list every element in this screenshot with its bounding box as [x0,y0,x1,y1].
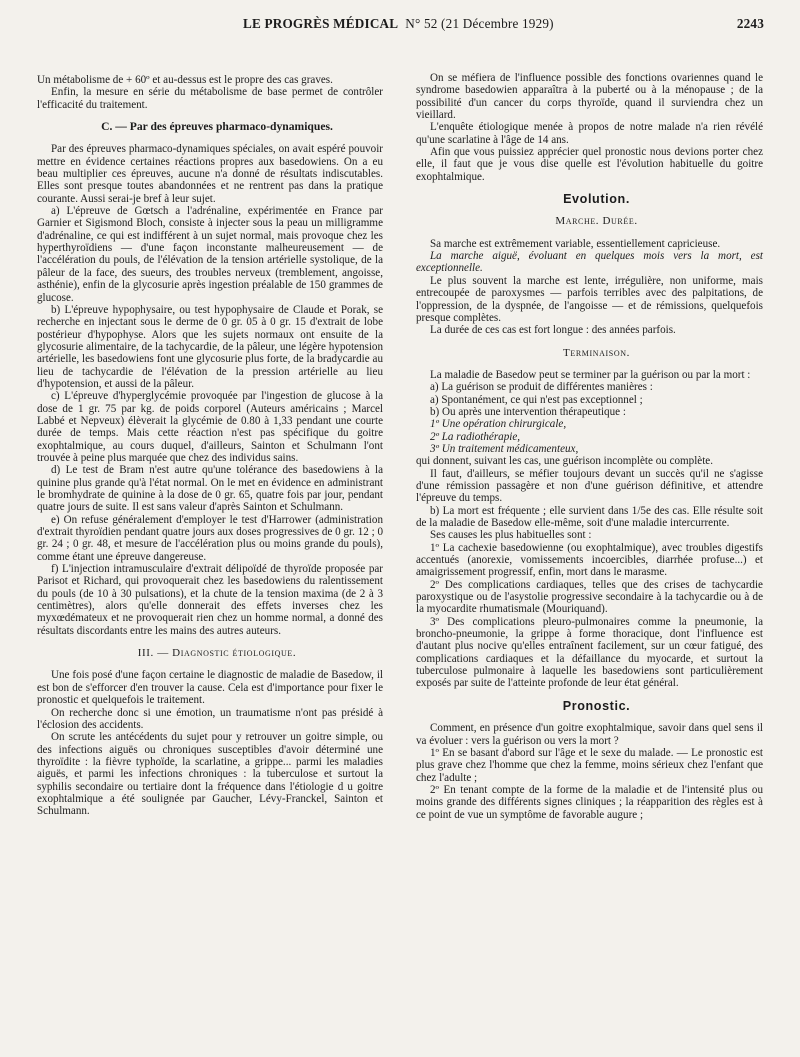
paragraph: Sa marche est extrêmement variable, essentiellement capricieuse. [430,237,721,250]
paragraph: c) L'épreuve d'hyperglycémie provoquée par l'ingestion de glucose à la dose de 1 gr. 75 par kg. de poids corporel (Auteurs américains ; Marcel Labbé et Nepveux) élèverait la glycémie de 0.80 à 1,33 pendant une courte durée de temps. Mais cette réaction n'est pas spécifique du goitre exophtalmique, au cours duquel, d'ailleurs, Sainton et Schulmann l'ont trouvée à peine plus marquée que chez des individus sains. [37,390,383,464]
list-item: b) Ou après une intervention thérapeutique : [430,405,626,418]
list-item: 1º La cachexie basedowienne (ou exophtalmique), avec troubles digestifs accentués (anorexie, vomissements incoercibles, diarrhée profuse...) et amaigrissement progressif, enfin, mort dans le marasme. [416,541,763,579]
paragraph: a) La guérison se produit de différentes manières : [430,381,653,394]
subsection-heading: Terminaison. [563,346,630,359]
paragraph: b) L'épreuve hypophysaire, ou test hypophysaire de Claude et Porak, se recherche en injectant sous le derme de 0 gr. 05 à 0 gr. 15 d'extrait de lobe postérieur d'hypophyse. Alors que les sujets normaux ont ensuite de la glycosurie alimentaire, de la tachycardie, de la pâleur, une légère hypotension artérielle, les basedowiens font une glycosurie plus forte, de la bradycardie au lieu de tachycardie de l'élévation de la pression artérielle au lieu d'hypotension, et aussi de la pâleur. [37,303,383,390]
journal-name: LE PROGRÈS MÉDICAL [243,16,399,31]
subsection-heading: Marche. Durée. [555,215,638,228]
paragraph: qui donnent, suivant les cas, une guérison incomplète ou complète. [416,455,713,468]
paragraph: La maladie de Basedow peut se terminer par la guérison ou par la mort : [430,368,751,381]
paragraph: Comment, en présence d'un goitre exophtalmique, savoir dans quel sens il va évoluer : vers la guérison ou vers la mort ? [416,722,763,747]
paragraph: L'enquête étiologique menée à propos de notre malade n'a rien révélé qu'une scarlatine à l'âge de 14 ans. [416,121,763,146]
list-item: 2º En tenant compte de la forme de la maladie et de l'intensité plus ou moins grande des différents signes cliniques ; la réapparition des règles est à ce point de vue un symptôme de favorable augure ; [416,783,763,821]
page-number: 2243 [736,16,764,31]
paragraph: Ses causes les plus habituelles sont : [430,529,592,542]
header-title [243,16,554,32]
paragraph: On se méfiera de l'influence possible des fonctions ovariennes quand le syndrome basedowien apparaîtra à la puberté ou à la ménopause ; de la possibilité d'un cancer du corps thyroïde, quand il surviendra chez un vieillard. [416,72,763,122]
paragraph: Un métabolisme de + 60º et au-dessus est le propre des cas graves. [37,74,333,86]
paragraph: On recherche donc si une émotion, un traumatisme n'ont pas présidé à l'éclosion des accidents. [37,706,383,731]
issue-info: N° 52 (21 Décembre 1929) [405,16,554,31]
paragraph: La marche aiguë, évoluant en quelques mois vers la mort, est exceptionnelle. [416,250,763,275]
paragraph: Enfin, la mesure en série du métabolisme de base permet de contrôler l'efficacité du traitement. [37,86,383,111]
paragraph: a) L'épreuve de Gœtsch a l'adrénaline, expérimentée en France par Garnier et Sigismond Bloch, consiste à injecter sous la peau un milligramme d'adrénaline, ce qui est indifférent à un sujet normal, mais provoque chez les hyperthyroïdiens — d'une façon inconstante malheureusement — de l'accélération du pouls, de l'élévation de la tension artérielle systolique, de la pâleur de la face, des sueurs, des troubles nerveux (tremblement, angoisse, asthénie), enfin de la glycosurie après ingestion préalable de 150 grammes de glucose. [37,205,383,304]
list-item: 3º Un traitement médicamenteux, [430,442,579,455]
list-item: a) Spontanément, ce qui n'est pas exceptionnel ; [430,393,643,406]
paragraph: e) On refuse généralement d'employer le test d'Harrower (administration d'extrait thyroïdien pendant quatre jours aux doses progressives de 0 gr. 12 ; 0 gr. 24 ; 0 gr. 48, et mesure de l'accélération plus ou moins grande du pouls), comme étant une épreuve dangereuse. [37,513,383,563]
list-item: 1º En se basant d'abord sur l'âge et le sexe du malade. — Le pronostic est plus grave chez l'homme que chez la femme, moins sérieux chez l'enfant que chez l'adulte ; [416,746,763,784]
paragraph: Il faut, d'ailleurs, se méfier toujours devant un succès qu'il ne s'agisse d'une rémission passagère et non d'une guérison définitive, et attendre l'épreuve du temps. [416,467,763,505]
right-column [416,72,763,821]
list-item: 2º La radiothérapie, [430,430,521,443]
section-heading: Evolution. [563,192,630,207]
paragraph: b) La mort est fréquente ; elle survient dans 1/5e des cas. Elle résulte soit de la maladie de Basedow elle-même, soit d'une maladie intercurrente. [416,504,763,529]
paragraph: d) Le test de Bram n'est autre qu'une tolérance des basedowiens à la quinine plus grande qu'à l'état normal. On le met en évidence en administrant le bromhydrate de quinine à la dose de 0 gr. 65, quatre fois par jour, pendant quatre jours de suite. Il est sans valeur d'après Sainton et Schulmann. [37,464,383,514]
paragraph: Une fois posé d'une façon certaine le diagnostic de maladie de Basedow, il est bon de s'efforcer d'en trouver la cause. Cela est d'importance pour fixer le pronostic et quelquefois le traitement. [37,669,383,707]
paragraph: Afin que vous puissiez apprécier quel pronostic nous devions porter chez elle, il faut que je vous dise quelle est l'évolution habituelle du goitre exophtalmique. [416,146,763,183]
paragraph: Le plus souvent la marche est lente, irrégulière, non uniforme, mais entrecoupée de paroxysmes — parfois terribles avec des palpitations, de l'oppression, de la dyspnée, de l'angoisse — et de rémissions, quelquefois presque complètes. [416,274,763,324]
list-item: 3º Des complications pleuro-pulmonaires comme la pneumonie, la broncho-pneumonie, la grippe à forme thoracique, dont l'influence est d'autant plus nocive qu'elles entraînent facilement, sur un cœur fatigué, des complications cardiaques et la défaillance du myocarde, et surtout la tuberculose pulmonaire à laquelle les basedowiens sont particulièrement exposés par suite de l'atteinte profonde de leur état général. [416,615,763,690]
section-heading: C. — Par des épreuves pharmaco-dynamiques. [101,120,333,134]
paragraph: La durée de ces cas est fort longue : des années parfois. [430,324,676,337]
section-heading: III. — Diagnostic étiologique. [137,647,297,660]
section-heading: Pronostic. [562,698,631,713]
paragraph: On scrute les antécédents du sujet pour y retrouver un goitre simple, ou des infections aiguës ou chroniques susceptibles d'avoir déterminé une thyroïdite : la fièvre typhoïde, la scarlatine, a grippe... parmi les maladies aiguës, et parmi les infections chroniques : la tuberculose et surtout la syphilis secondaire ou tertiaire dont la fréquence dans l'étiologie d u goitre exophtalmique a été soulignée par Gaucher, Lévy-Franckel, Sainton et Schulmann. [37,731,383,818]
left-column [37,74,383,818]
list-item: 2º Des complications cardiaques, telles que des crises de tachycardie paroxystique ou de l'asystolie progressive secondaire à la tachycardie ou à de la myocardite rhumatismale (Mouriquand). [416,578,763,616]
page-header [37,14,764,36]
list-item: 1º Une opération chirurgicale, [430,418,567,431]
paragraph: Par des épreuves pharmaco-dynamiques spéciales, on avait espéré pouvoir mettre en évidence certaines réactions propres aux basedowiens. On a eu beau multiplier ces épreuves, aucune n'a donné de résultats indiscutables. Elles sont presque toutes abandonnées et ne rentrent pas dans la pratique courante. Aussi serai-je bref à leur sujet. [37,143,383,205]
paragraph: f) L'injection intramusculaire d'extrait délipoïdé de thyroïde proposée par Parisot et Richard, qui provoquerait chez les basedowiens du ralentissement du pouls (de 10 à 30 pulsations), et la chute de la tension maxima (de 2 à 3 centimètres), alors qu'elle donnerait des effets inverses chez les myxœdémateux et ne provoquerait rien chez un homme normal, a donné des résultats discordants entre les mains des autres auteurs. [37,563,383,637]
